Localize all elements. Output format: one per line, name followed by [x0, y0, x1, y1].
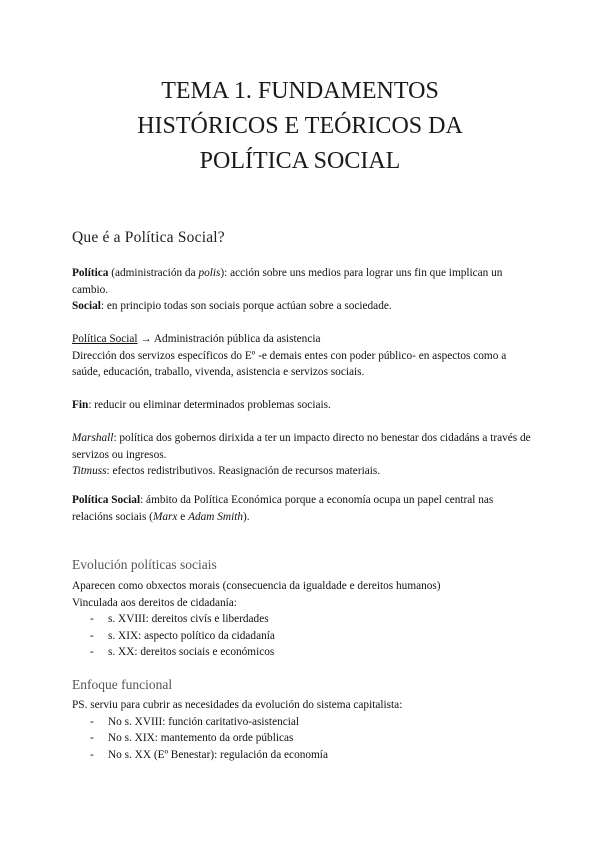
- title-line-1: TEMA 1. FUNDAMENTOS: [161, 78, 439, 104]
- term-adam-smith: Adam Smith: [188, 510, 244, 523]
- paragraph-politica: Política (administración da polis): acción sobre uns medios para lograr uns fin que implican un cambio.: [72, 267, 503, 296]
- section-heading-que-e: Que é a Política Social?: [72, 229, 225, 246]
- term-polis: polis: [198, 267, 221, 279]
- paragraph-politica-economica: Política Social: ámbito da Política Económica porque a economía ocupa un papel central nas relacións sociais (Marx e Adam Smith).: [72, 494, 494, 523]
- politica-social-block: [72, 331, 532, 381]
- fin-block: [72, 397, 532, 414]
- list-item: - s. XX: dereitos sociais e económicos: [72, 644, 532, 661]
- term-politica: Política: [72, 267, 109, 279]
- list-item: - No s. XVIII: función caritativo-asistencial: [72, 714, 532, 731]
- definitions-block: [72, 265, 532, 315]
- list-item: - No s. XIX: mantemento da orde públicas: [72, 730, 532, 747]
- enfoque-block: [72, 697, 532, 763]
- term-marx: Marx: [152, 510, 178, 523]
- paragraph-politica-social: Política Social → Administración pública da asistencia: [72, 333, 321, 345]
- paragraph-marshall: Marshall: política dos gobernos dirixida a ter un impacto directo no benestar dos cidadáns a través de servizos ou ingresos.: [72, 432, 531, 461]
- term-titmuss: Titmuss: [72, 465, 107, 477]
- evolucion-line-2: Vinculada aos dereitos de cidadanía:: [72, 596, 237, 609]
- paragraph-social: Social: en principio todas son sociais porque actúan sobre a sociedade.: [72, 300, 392, 312]
- enfoque-list: [72, 714, 532, 764]
- list-item: - No s. XX (Eº Benestar): regulación da economía: [72, 747, 532, 764]
- title-line-3: POLÍTICA SOCIAL: [199, 148, 401, 174]
- paragraph-fin: Fin: reducir ou eliminar determinados problemas sociais.: [72, 399, 331, 411]
- economic-block: [72, 492, 532, 525]
- authors-block: [72, 430, 532, 480]
- evolucion-line-1: Aparecen como obxectos morais (consecuencia da igualdade e dereitos humanos): [72, 580, 441, 592]
- term-social: Social: [72, 300, 101, 312]
- term-fin: Fin: [72, 399, 89, 411]
- term-politica-social: Política Social: [72, 333, 138, 345]
- term-politica-social-2: Política Social: [72, 494, 141, 506]
- list-item: - s. XVIII: dereitos civís e liberdades: [72, 611, 532, 628]
- document-title: [60, 74, 540, 179]
- paragraph-titmuss: Titmuss: efectos redistributivos. Reasignación de recursos materiais.: [72, 465, 381, 477]
- evolucion-block: [72, 578, 532, 661]
- title-line-2: HISTÓRICOS E TEÓRICOS DA: [137, 113, 463, 139]
- section-heading-enfoque: Enfoque funcional: [72, 677, 173, 692]
- evolucion-list: [72, 611, 532, 661]
- term-marshall: Marshall: [72, 432, 114, 444]
- paragraph-direccion: Dirección dos servizos específicos do Eº -e demais entes con poder público- en aspectos como a saúde, educación, traballo, vivenda, asistencia e servizos sociais.: [72, 349, 507, 378]
- enfoque-line-1: PS. serviu para cubrir as necesidades da evolución do sistema capitalista:: [72, 699, 403, 711]
- list-item: - s. XIX: aspecto político da cidadanía: [72, 628, 532, 645]
- section-heading-evolucion: Evolución políticas sociais: [72, 557, 217, 572]
